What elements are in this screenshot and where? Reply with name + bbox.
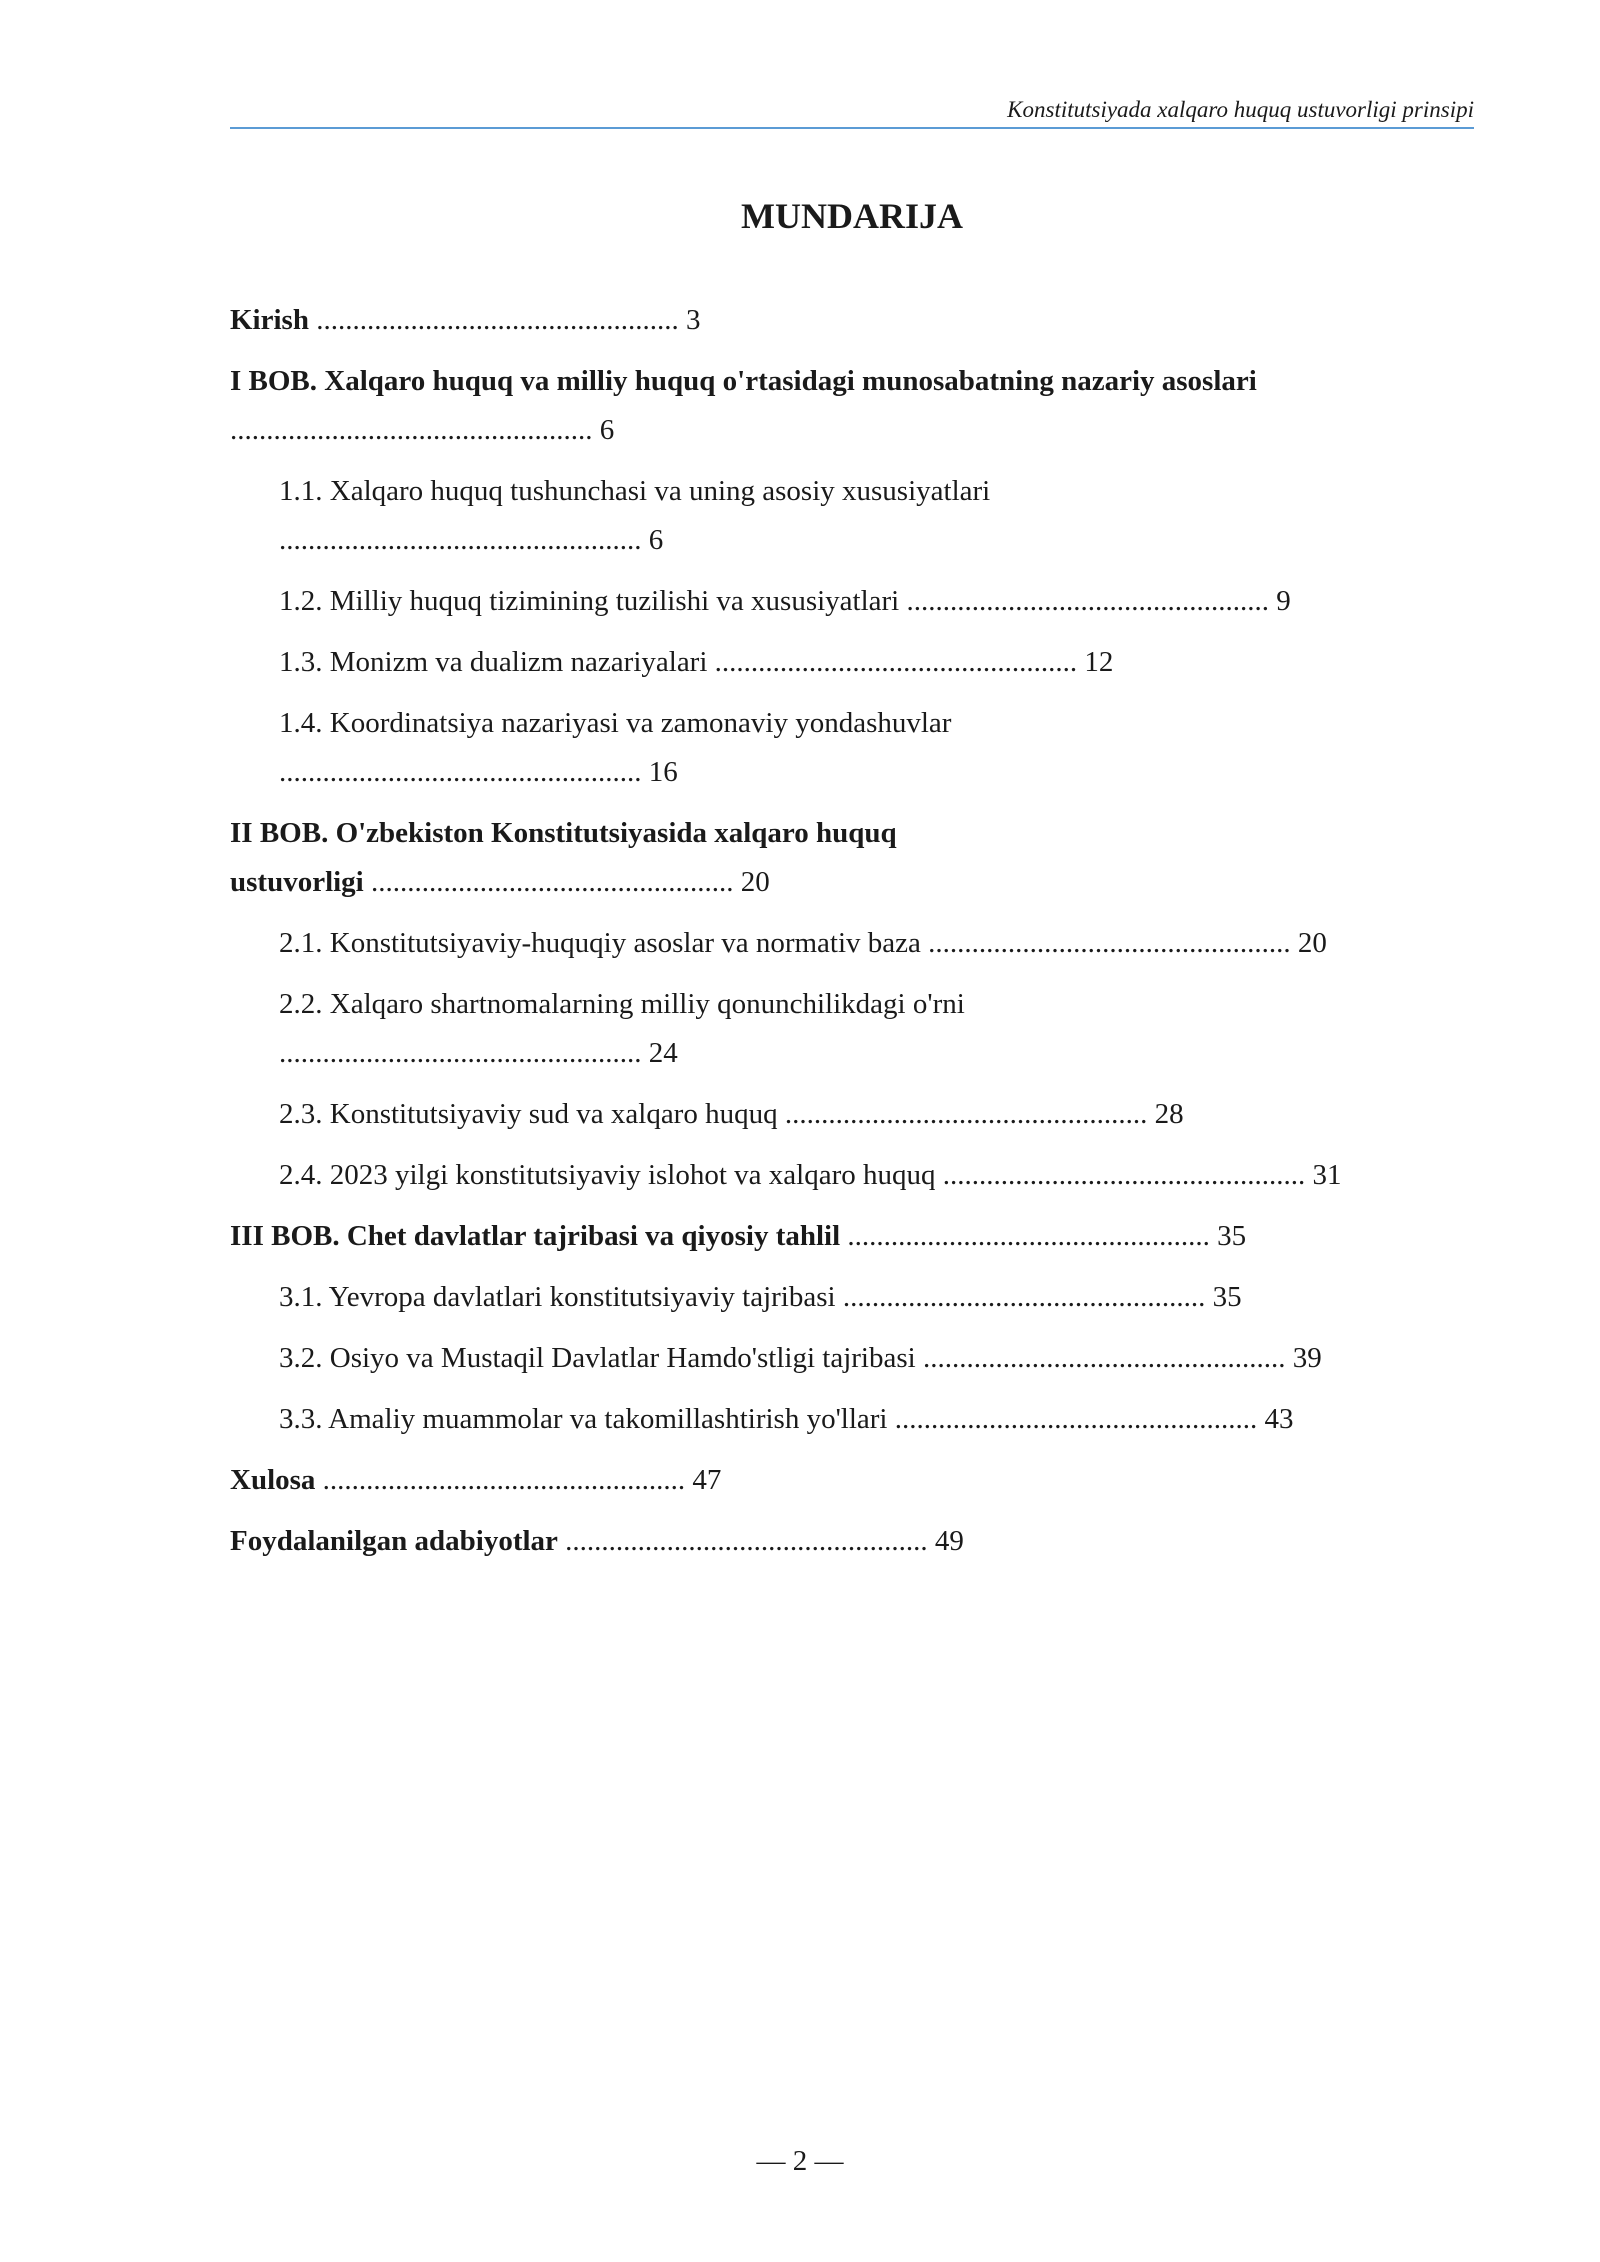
toc-entry-page: 28 bbox=[1154, 1098, 1184, 1130]
toc-entry-label: 2.4. 2023 yilgi konstitutsiyaviy islohot va xalqaro huquq bbox=[279, 1159, 936, 1191]
toc-entry-label: 1.3. Monizm va dualizm nazariyalari bbox=[279, 646, 708, 678]
toc-title: MUNDARIJA bbox=[741, 196, 963, 236]
toc-entry-label: 2.1. Konstitutsiyaviy-huquqiy asoslar va normativ baza bbox=[279, 927, 921, 959]
toc-leader: .................................................. bbox=[371, 866, 734, 898]
toc-entry-section-2-3[interactable] bbox=[230, 1090, 1523, 1139]
toc-entry-label: 3.2. Osiyo va Mustaqil Davlatlar Hamdo'stligi tajribasi bbox=[279, 1342, 916, 1374]
toc-leader: .................................................. bbox=[942, 1159, 1306, 1191]
toc-leader: .................................................. bbox=[894, 1403, 1258, 1435]
page-number: — 2 — bbox=[756, 2145, 844, 2177]
toc-leader: .................................................. bbox=[316, 304, 679, 336]
toc-entry-section-3-1[interactable] bbox=[230, 1273, 1523, 1322]
running-header: Konstitutsiyada xalqaro huquq ustuvorligi prinsipi bbox=[1007, 97, 1474, 122]
toc-entry-section-1-4[interactable] bbox=[230, 699, 999, 797]
toc-entry-page: 16 bbox=[648, 756, 678, 788]
toc-leader: .................................................. bbox=[322, 1464, 686, 1496]
toc-entry-chapter-3[interactable] bbox=[230, 1212, 1474, 1261]
toc-entry-label: I BOB. Xalqaro huquq va milliy huquq o'rtasidagi munosabatning nazariy asoslari bbox=[230, 365, 1257, 397]
toc-entry-chapter-1[interactable] bbox=[230, 357, 1270, 455]
toc-entry-section-1-3[interactable] bbox=[230, 638, 1523, 687]
toc-entry-section-2-1[interactable] bbox=[230, 919, 1523, 968]
toc-entry-page: 24 bbox=[648, 1037, 678, 1069]
toc-leader: .................................................. bbox=[279, 756, 642, 788]
toc-entry-label: 2.3. Konstitutsiyaviy sud va xalqaro huquq bbox=[279, 1098, 778, 1130]
toc-entry-page: 12 bbox=[1084, 646, 1114, 678]
toc-leader: .................................................. bbox=[842, 1281, 1206, 1313]
toc-entry-label: Foydalanilgan adabiyotlar bbox=[230, 1525, 558, 1557]
toc-leader: .................................................. bbox=[279, 524, 642, 556]
toc-leader: .................................................. bbox=[565, 1525, 928, 1557]
toc-entry-page: 20 bbox=[1297, 927, 1327, 959]
toc-entry-page: 6 bbox=[599, 414, 615, 446]
toc-entry-chapter-2[interactable] bbox=[230, 809, 1010, 907]
toc-entry-page: 39 bbox=[1292, 1342, 1322, 1374]
toc-entry-page: 31 bbox=[1312, 1159, 1342, 1191]
toc-leader: .................................................. bbox=[784, 1098, 1148, 1130]
toc-leader: .................................................. bbox=[230, 414, 593, 446]
toc-leader: .................................................. bbox=[906, 585, 1269, 617]
toc-entry-page: 9 bbox=[1276, 585, 1291, 617]
table-of-contents bbox=[230, 296, 1474, 1578]
toc-entry-section-1-2[interactable] bbox=[230, 577, 1523, 626]
toc-entry-label: 3.3. Amaliy muammolar va takomillashtirish yo'llari bbox=[279, 1403, 888, 1435]
toc-entry-page: 35 bbox=[1212, 1281, 1242, 1313]
toc-entry-page: 43 bbox=[1264, 1403, 1294, 1435]
toc-leader: .................................................. bbox=[279, 1037, 642, 1069]
toc-leader: .................................................. bbox=[847, 1220, 1210, 1252]
toc-entry-references[interactable] bbox=[230, 1517, 1474, 1566]
toc-entry-section-3-2[interactable] bbox=[230, 1334, 1523, 1383]
toc-entry-label: III BOB. Chet davlatlar tajribasi va qiyosiy tahlil bbox=[230, 1220, 841, 1252]
toc-leader: .................................................. bbox=[714, 646, 1078, 678]
toc-entry-label: 2.2. Xalqaro shartnomalarning milliy qonunchilikdagi o'rni bbox=[279, 988, 965, 1020]
toc-entry-label: Kirish bbox=[230, 304, 309, 336]
toc-entry-page: 47 bbox=[692, 1464, 722, 1496]
header-rule bbox=[230, 127, 1474, 129]
toc-entry-section-2-2[interactable] bbox=[230, 980, 999, 1078]
toc-entry-label: II BOB. O'zbekiston Konstitutsiyasida xalqaro huquq ustuvorligi bbox=[230, 817, 897, 898]
toc-leader: .................................................. bbox=[922, 1342, 1286, 1374]
toc-entry-page: 35 bbox=[1217, 1220, 1247, 1252]
toc-entry-label: 1.4. Koordinatsiya nazariyasi va zamonaviy yondashuvlar bbox=[279, 707, 952, 739]
toc-leader: .................................................. bbox=[928, 927, 1291, 959]
toc-entry-label: 1.1. Xalqaro huquq tushunchasi va uning asosiy xususiyatlari bbox=[279, 475, 991, 507]
toc-entry-section-3-3[interactable] bbox=[230, 1395, 1523, 1444]
toc-entry-conclusion[interactable] bbox=[230, 1456, 1474, 1505]
toc-entry-page: 3 bbox=[685, 304, 701, 336]
toc-entry-section-2-4[interactable] bbox=[230, 1151, 1523, 1200]
toc-entry-label: 1.2. Milliy huquq tizimining tuzilishi va xususiyatlari bbox=[279, 585, 900, 617]
toc-entry-section-1-1[interactable] bbox=[230, 467, 999, 565]
toc-entry-page: 20 bbox=[740, 866, 770, 898]
toc-entry-label: 3.1. Yevropa davlatlari konstitutsiyaviy tajribasi bbox=[279, 1281, 836, 1313]
toc-entry-label: Xulosa bbox=[230, 1464, 316, 1496]
toc-entry-introduction[interactable] bbox=[230, 296, 1474, 345]
toc-entry-page: 49 bbox=[934, 1525, 964, 1557]
toc-entry-page: 6 bbox=[648, 524, 664, 556]
